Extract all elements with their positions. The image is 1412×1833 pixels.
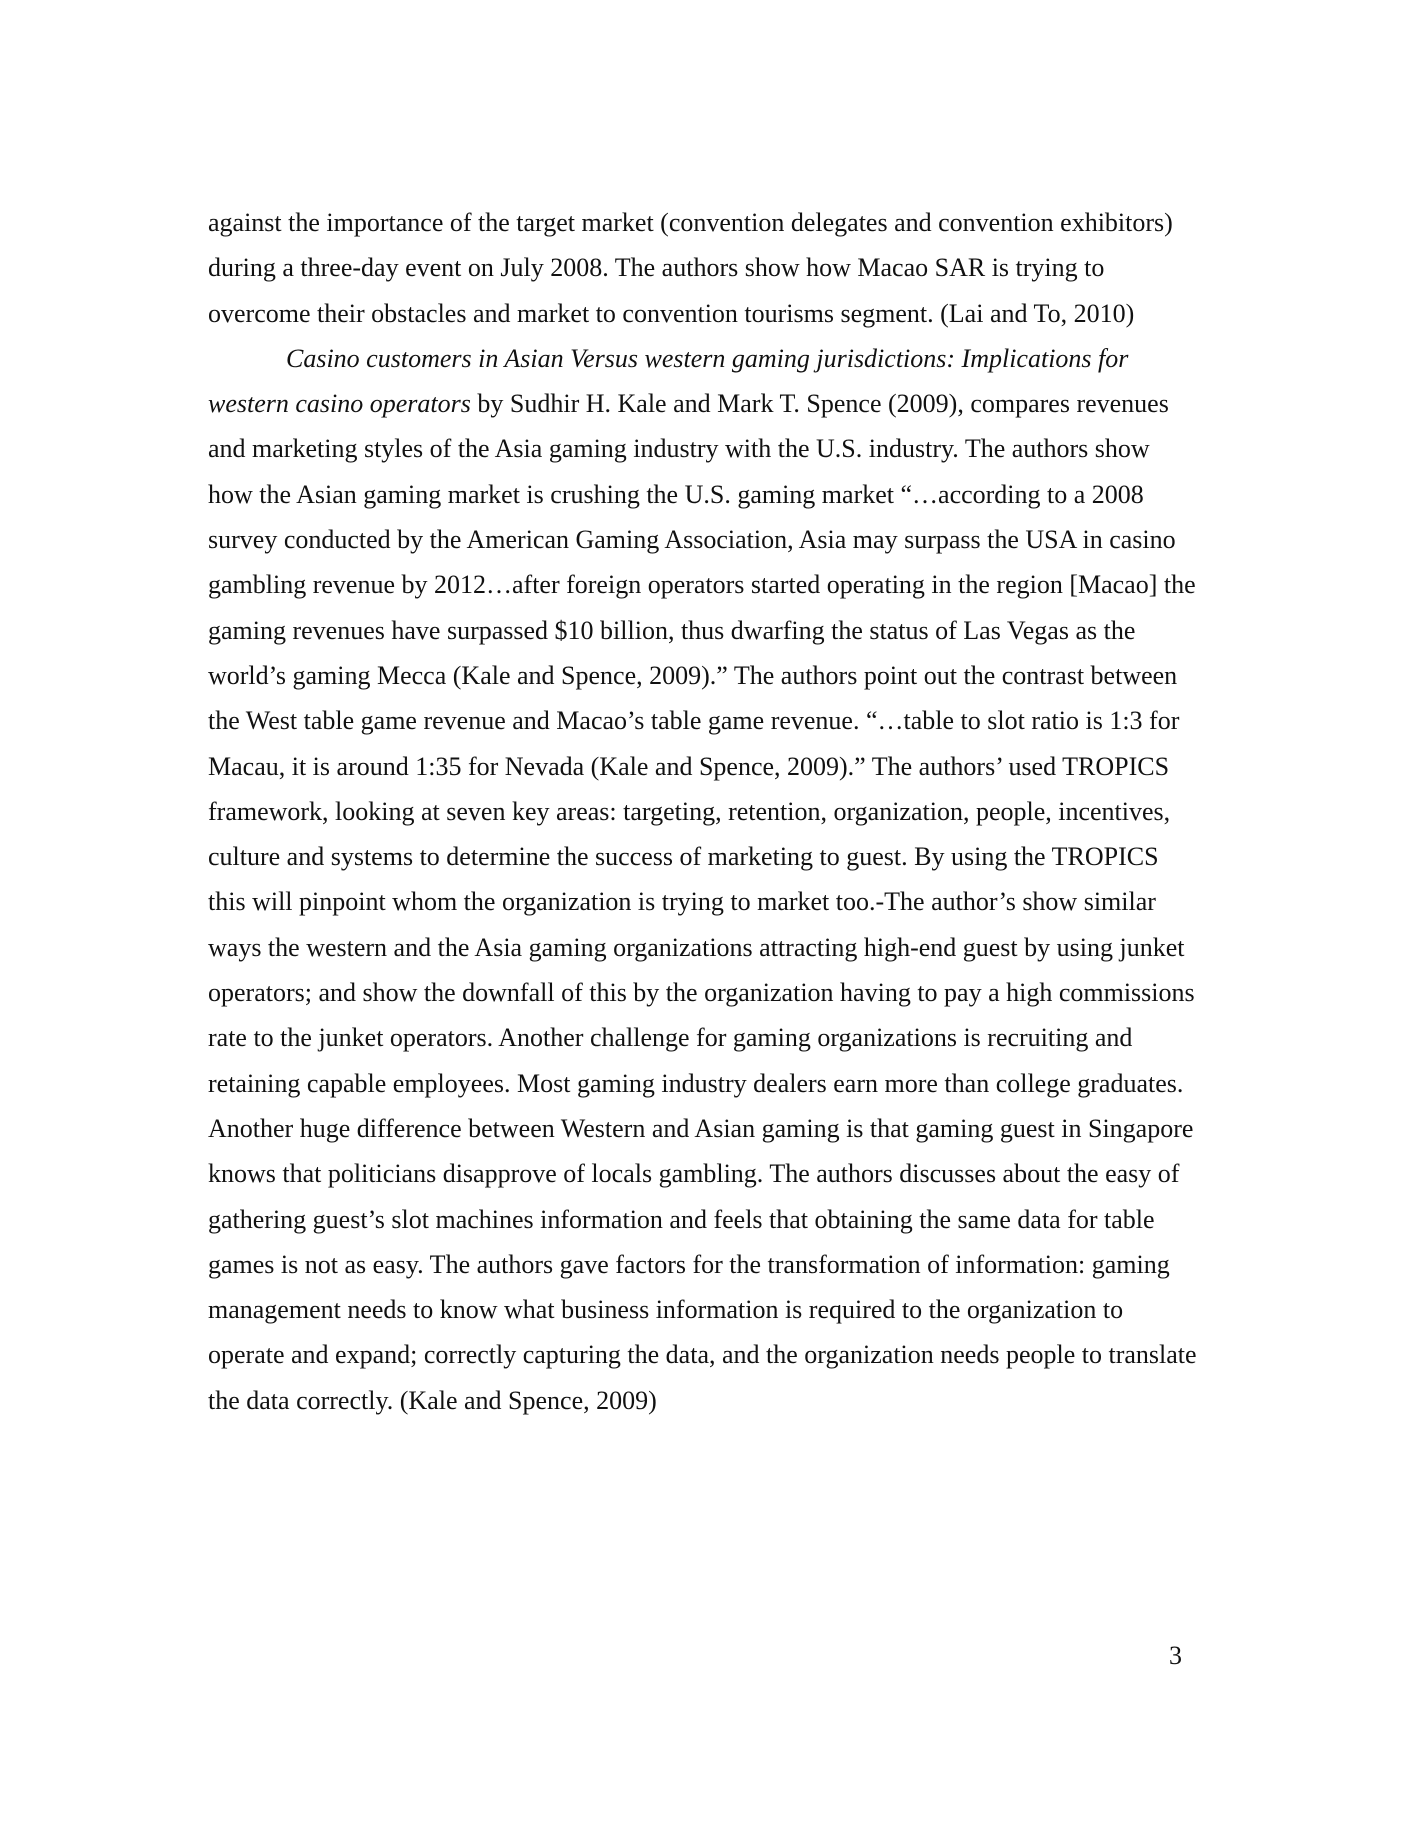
paragraph-continuation [208,200,1198,336]
paragraph-1-text: against the importance of the target market (convention delegates and convention exhibitors) during a three-day event on July 2008. The authors show how Macao SAR is trying to overcome their obstacles and market to convention tourisms segment. (Lai and To, 2010) [208,208,1173,328]
body-text [208,200,1198,1423]
page-number: 3 [1169,1641,1182,1670]
article-title: Casino customers in Asian Versus western gaming jurisdictions: Implications for western casino operators [208,343,1129,419]
paragraph-kale-spence [208,336,1198,1423]
paragraph-2-text: by Sudhir H. Kale and Mark T. Spence (2009), compares revenues and marketing styles of the Asia gaming industry with the U.S. industry. The authors show how the Asian gaming market is crushing the U.S. gaming market “…according to a 2008 survey conducted by the American Gaming Association, Asia may surpass the USA in casino gambling revenue by 2012…after foreign operators started operating in the region [Macao] the gaming revenues have surpassed $10 billion, thus dwarfing the status of Las Vegas as the world’s gaming Mecca (Kale and Spence, 2009).” The authors point out the contrast between the West table game revenue and Macao’s table game revenue. “…table to slot ratio is 1:3 for Macau, it is around 1:35 for Nevada (Kale and Spence, 2009).” The authors’ used TROPICS framework, looking at seven key areas: targeting, retention, organization, people, incentives, culture and systems to determine the success of marketing to guest. By using the TROPICS this will pinpoint whom the organization is trying to market too.-The author’s show similar ways the western and the Asia gaming organizations attracting high-end guest by using junket operators; and show the downfall of this by the organization having to pay a high commissions rate to the junket operators. Another challenge for gaming organizations is recruiting and retaining capable employees. Most gaming industry dealers earn more than college graduates. Another huge difference between Western and Asian gaming is that gaming guest in Singapore knows that politicians disapprove of locals gambling. The authors discusses about the easy of gathering guest’s slot machines information and feels that obtaining the same data for table games is not as easy. The authors gave factors for the transformation of information: gaming management needs to know what business information is required to the organization to operate and expand; correctly capturing the data, and the organization needs people to translate the data correctly. (Kale and Spence, 2009) [208,389,1197,1415]
